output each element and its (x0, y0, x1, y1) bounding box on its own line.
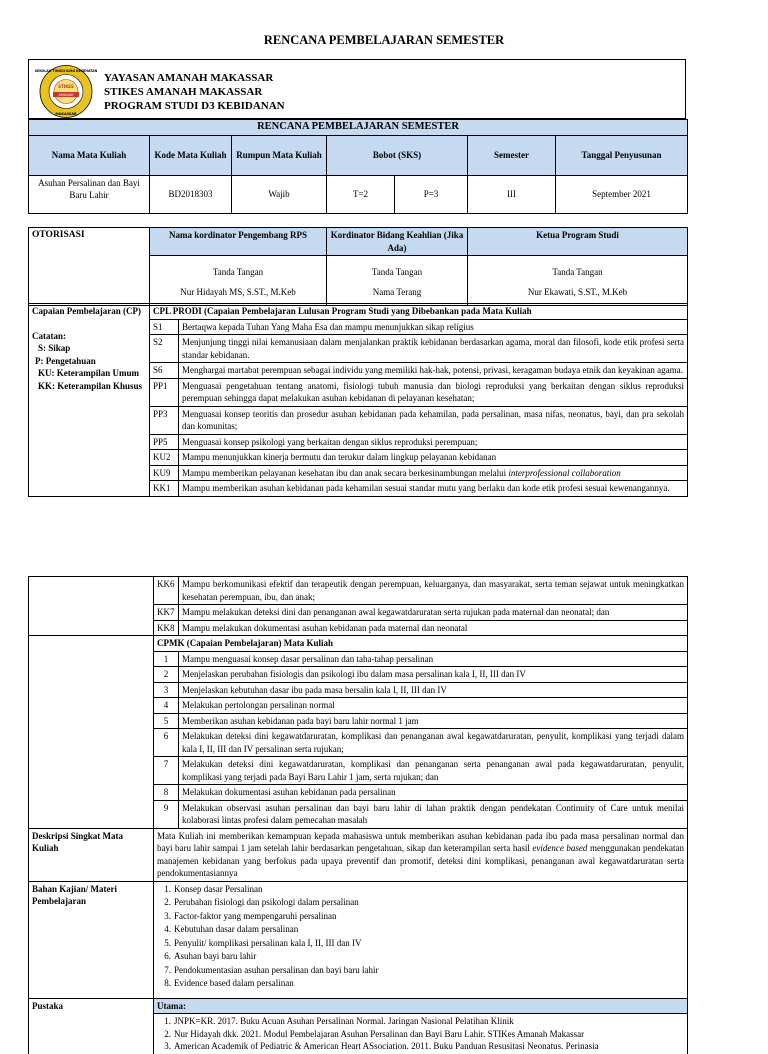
cp-label: Capaian Pembelajaran (CP) (32, 306, 141, 316)
cpl-text: Mampu berkomunikasi efektif dan terapeutik dengan perempuan, keluarganya, dan masyarakat, serta teman sejawat untuk meningkatkan kesehatan perempuan, ibu, dan anak; (179, 577, 688, 605)
note-pengetahuan: P: Pengetahuan (35, 355, 96, 366)
signature-label: Tanda Tangan (552, 267, 603, 277)
list-item: 5. Penyulit/ komplikasi persalinan kala I, II, III dan IV (164, 937, 362, 948)
deskripsi-text: Mata Kuliah ini memberikan kemampuan kepada mahasiswa untuk memberikan asuhan kebidanan pada ibu pada masa persalinan normal dan bayi baru lahir sampai 1 jam setelah lahir berdasarkan pengetahuan, sikap dan keterampilan serta hasil evidence based menggunakan pendekatan manajemen kebidanan yang berfokus pada upaya preventif dan promotif, deteksi dini komplikasi, penanganan awal kegawatdaruratan serta pendokumentasiannya (154, 828, 688, 881)
cp-label-cell (29, 304, 150, 497)
catatan-label: Catatan: (32, 330, 66, 341)
cpmk-text: Melakukan deteksi dini kegawatdaruratan, komplikasi dan penanganan awal kegawatdaruratan, penyulit, komplikasi yang terjadi dalam kala I, II, III dan IV persalinan serta rujukan; (179, 729, 688, 757)
cpmk-no: 1 (154, 651, 179, 667)
institution-line: STIKES AMANAH MAKASSAR (104, 86, 263, 98)
course-rumpun: Wajib (232, 175, 327, 213)
cpmk-no: 7 (154, 757, 179, 785)
signer-name: Nur Ekawati, S.ST., M.Keb (527, 286, 628, 297)
cpl-text: Menjunjung tinggi nilai kemanusiaan dalam menjalankan praktik kebidanan berdasarkan agama, moral dan filosofi, kode etik profesi serta standar kebidanan. (179, 335, 688, 363)
deskripsi-label: Deskripsi Singkat Mata Kuliah (29, 828, 154, 881)
cpmk-text: Melakukan dokumentasi asuhan kebidanan pada persalinan (179, 785, 688, 801)
cpl-text: Mampu melakukan deteksi dini dan penanganan awal kegawatdaruratan serta rujukan pada maternal dan neonatal; dan (179, 605, 688, 621)
bahan-list (154, 881, 688, 998)
signer-name: Nama Terang (372, 286, 422, 297)
cpl-code: KU2 (150, 450, 179, 466)
signature-cell-2 (327, 256, 468, 306)
list-item: 2. Perubahan fisiologi dan psikologi dalam persalinan (164, 897, 359, 907)
course-date: September 2021 (556, 175, 688, 213)
list-item: 1. Konsep dasar Persalinan (164, 883, 263, 894)
institution-header (28, 59, 686, 119)
cpl-code: KK8 (154, 620, 179, 636)
cpl-code: KU9 (150, 465, 179, 481)
cpmk-text: Mampu menguasai konsep dasar persalinan dan taha-tahap persalinan (179, 651, 688, 667)
note-kk: KK: Keterampilan Khusus (38, 380, 143, 391)
pustaka-list (154, 1014, 688, 1054)
signer-name: Nur Hidayah MS, S.ST., M.Keb (180, 286, 296, 297)
signature-label: Tanda Tangan (371, 267, 423, 277)
cpl-prodi-title: CPL PRODI (Capaian Pembelajaran Lulusan Program Studi yang Dibebankan pada Mata Kuliah (150, 304, 688, 320)
header-tanggal: Tanggal Penyusunan (556, 135, 688, 175)
institution-line: YAYASAN AMANAH MAKASSAR (104, 72, 274, 84)
rps-continuation-table (28, 576, 688, 1054)
list-item: 7. Pendokumentasian asuhan persalinan dan bayi baru lahir (164, 964, 379, 975)
list-item: 3. American Academik of Pediatric & American Heart ASsociation. 2011. Buku Panduan Resusitasi Neonatus. Perinasia (164, 1041, 599, 1051)
list-item: 1. JNPK=KR. 2017. Buku Acuan Asuhan Persalinan Normal. Jaringan Nasional Pelatihan Klinik (164, 1016, 514, 1026)
otorisasi-table (28, 227, 688, 306)
header-bobot: Bobot (SKS) (327, 135, 468, 175)
cpl-code: PP1 (150, 378, 179, 406)
cpmk-no: 2 (154, 667, 179, 683)
signature-cell-3 (468, 256, 688, 306)
otorisasi-header-koordinator: Nama kordinator Pengembang RPS (150, 228, 327, 256)
note-sikap: S: Sikap (38, 343, 71, 353)
cpl-text: Mampu menunjukkan kinerja bermutu dan terukur dalam lingkup pelayanan kebidanan (179, 450, 688, 466)
cpl-code: KK1 (150, 481, 179, 497)
institution-line: PROGRAM STUDI D3 KEBIDANAN (104, 100, 285, 112)
logo-banner-text: AMANAH (58, 93, 74, 97)
cpl-text: Menguasai pengetahuan tentang anatomi, fisiologi tubuh manusia dan biologi reproduksi yang berkaitan dengan siklus reproduksi perempuan sehingga dapat melakukan asuhan kebidanan di pelayanan kesehatan; (179, 378, 688, 406)
logo-center-text: STIKES (58, 84, 74, 89)
logo-bottom-text: MAKASSAR (55, 112, 77, 116)
cpl-code: PP3 (150, 406, 179, 434)
list-item: 8. Evidence based dalam persalinan (164, 978, 294, 988)
signature-label: Tanda Tangan (212, 267, 264, 277)
cpmk-text: Memberikan asuhan kebidanan pada bayi baru lahir normal 1 jam (179, 713, 688, 729)
bahan-label: Bahan Kajian/ Materi Pembelajaran (29, 881, 154, 998)
pustaka-utama: Utama: (154, 998, 688, 1014)
document-title: RENCANA PEMBELAJARAN SEMESTER (263, 33, 505, 47)
header-semester: Semester (468, 135, 556, 175)
otorisasi-header-kaprodi: Ketua Program Studi (468, 228, 688, 256)
cpl-text: Menghargai martabat perempuan sebagai individu yang memiliki hak-hak, potensi, privasi, keragaman budaya etnik dan keyakinan agama. (179, 363, 688, 379)
institution-name (104, 71, 285, 113)
course-info-table (28, 119, 688, 214)
cpl-text: Mampu melakukan dokumentasi asuhan kebidanan pada maternal dan neonatal (179, 620, 688, 636)
cpmk-no: 8 (154, 785, 179, 801)
rps-band-title: RENCANA PEMBELAJARAN SEMESTER (29, 120, 688, 136)
cpmk-text: Melakukan pertolongan persalinan normal (179, 698, 688, 714)
cpl-text: Mampu memberikan pelayanan kesehatan ibu dan anak secara berkesinambungan melalui interprofessional collaboration (179, 465, 688, 481)
cpl-code: S2 (150, 335, 179, 363)
cp-table (28, 303, 688, 497)
cpmk-no: 6 (154, 729, 179, 757)
course-code: BD2018303 (150, 175, 232, 213)
cpmk-no: 3 (154, 682, 179, 698)
course-name: Asuhan Persalinan dan Bayi Baru Lahir (29, 175, 150, 213)
header-rumpun-mk: Rumpun Mata Kuliah (232, 135, 327, 175)
course-sks-t: T=2 (327, 175, 395, 213)
cpl-text: Bertaqwa kepada Tuhan Yang Maha Esa dan mampu menunjukkan sikap religius (179, 319, 688, 335)
cpmk-title: CPMK (Capaian Pembelajaran) Mata Kuliah (154, 636, 688, 652)
cpl-text: Menguasai konsep teoritis dan prosedur asuhan kebidanan pada kehamilan, pada persalinan, masa nifas, neonatus, bayi, dan pra sekolah dan komunitas; (179, 406, 688, 434)
list-item: 4. Kebutuhan dasar dalam persalinan (164, 924, 299, 934)
cpmk-text: Melakukan deteksi dini kegawatdaruratan, komplikasi dan penanganan serta penanganan awal pada kegawatdaruratan, penyulit, komplikasi yang terjadi pada Bayi Baru Lahir 1 jam, serta rujukan; dan (179, 757, 688, 785)
cpl-text: Mampu memberikan asuhan kebidanan pada kehamilan sesuai standar mutu yang berlaku dan kode etik profesi sesuai kewenangannya. (179, 481, 688, 497)
cpl-code: PP5 (150, 434, 179, 450)
cpmk-text: Menjelaskan perubahan fisiologis dan psikologi ibu dalam masa persalinan kala I, II, III dan IV (179, 667, 688, 683)
logo-top-text: SEKOLAH TINGGI ILMU KESEHATAN (34, 69, 98, 73)
cpmk-no: 9 (154, 800, 179, 828)
cpl-text: Menguasai konsep psikologi yang berkaitan dengan siklus reproduksi perempuan; (179, 434, 688, 450)
cpmk-text: Melakukan observasi asuhan persalinan dan bayi baru lahir di lahan praktik dengan pendekatan Continuity of Care untuk menilai kolaborasi lintas profesi dalam pemecahan masalah (179, 800, 688, 828)
header-nama-mk: Nama Mata Kuliah (29, 135, 150, 175)
cpl-code: KK6 (154, 577, 179, 605)
list-item: 3. Factor-faktor yang mempengaruhi persalinan (164, 910, 337, 921)
course-semester: III (468, 175, 556, 213)
stikes-logo (31, 64, 101, 119)
header-kode-mk: Kode Mata Kuliah (150, 135, 232, 175)
cpmk-no: 5 (154, 713, 179, 729)
list-item: 2. Nur Hidayah dkk. 2021. Modul Pembelajaran Asuhan Persalinan dan Bayi Baru Lahir. STIKes Amanah Makassar (164, 1028, 585, 1039)
pustaka-label: Pustaka (29, 998, 154, 1054)
note-ku: KU: Keterampilan Umum (38, 368, 139, 378)
list-item: 6. Asuhan bayi baru lahir (164, 951, 257, 961)
cpmk-text: Menjelaskan kebutuhan dasar ibu pada masa bersalin kala I, II, III dan IV (179, 682, 688, 698)
cpl-code: S1 (150, 319, 179, 335)
course-sks-p: P=3 (395, 175, 468, 213)
cpmk-no: 4 (154, 698, 179, 714)
otorisasi-header-bidang: Kordinator Bidang Keahlian (Jika Ada) (327, 228, 468, 256)
cpl-code: KK7 (154, 605, 179, 621)
signature-cell-1 (150, 256, 327, 306)
cpl-code: S6 (150, 363, 179, 379)
otorisasi-label: OTORISASI (29, 228, 150, 256)
